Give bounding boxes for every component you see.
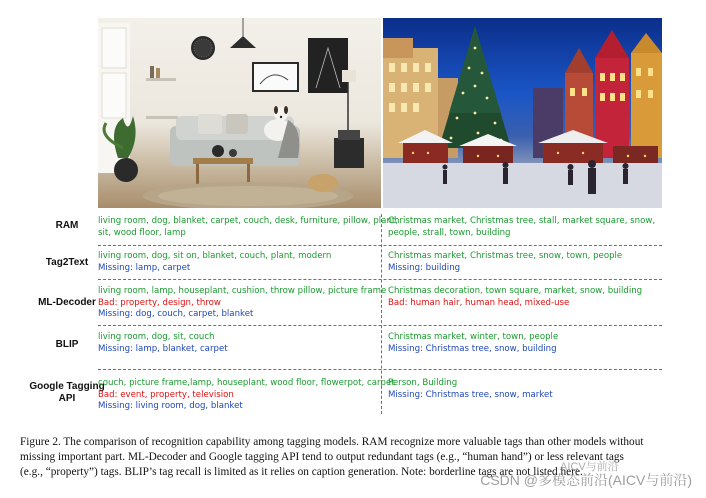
tag-line: Person, Building xyxy=(388,378,458,388)
right-tags xyxy=(388,251,663,274)
missing-line: Missing: lamp, blanket, carpet xyxy=(98,343,228,354)
tag-line: sit, wood floor, lamp xyxy=(98,227,186,238)
left-tags xyxy=(98,332,380,355)
tag-line: Christmas market, Christmas tree, snow, town, people xyxy=(388,251,623,261)
bad-line: Bad: property, design, throw xyxy=(98,297,221,308)
tag-line: Christmas market, Christmas tree, stall, market square, snow, xyxy=(388,216,656,226)
missing-line: Missing: dog, couch, carpet, blanket xyxy=(98,309,254,320)
tag-line: Christmas decoration, town square, market, snow, building xyxy=(388,286,643,296)
caption-line: missing important part. ML-Decoder and Google tagging API tend to output redundant tags (e.g., “human hand”) or less relevant tags xyxy=(20,451,624,463)
christmas-market-illustration xyxy=(383,18,662,208)
tag-line: living room, lamp, houseplant, cushion, throw pillow, picture frame xyxy=(98,286,387,296)
caption-line: (e.g., “property”) tags. BLIP’s tag recall is limited as it relies on caption generation. Note: borderline tags are not listed here. xyxy=(20,466,583,478)
left-tags xyxy=(98,216,399,239)
left-tags xyxy=(98,378,395,413)
missing-line: Missing: living room, dog, blanket xyxy=(98,401,243,412)
right-tags xyxy=(388,332,663,355)
right-tags xyxy=(388,216,663,239)
christmas-market-photo xyxy=(383,18,662,208)
csdn-watermark: CSDN @多模态前沿(AICV与前沿) xyxy=(480,472,692,488)
tag-line: couch, picture frame,lamp, houseplant, wood floor, flowerpot, carpet xyxy=(98,378,395,388)
caption-line: Figure 2. The comparison of recognition capability among tagging models. RAM recognize more valuable tags than other models without xyxy=(20,436,644,448)
tag-line: living room, dog, blanket, carpet, couch, desk, furniture, pillow, plant, xyxy=(98,216,399,226)
right-tags xyxy=(388,378,663,401)
row-label: Google Tagging API xyxy=(29,381,105,404)
tag-line: living room, dog, sit on, blanket, couch, plant, modern xyxy=(98,251,332,261)
right-tags xyxy=(388,286,663,309)
row-label: ML-Decoder xyxy=(38,297,96,308)
missing-line: Missing: Christmas tree, snow, market xyxy=(388,389,553,400)
left-tags xyxy=(98,286,387,321)
missing-line: Missing: lamp, carpet xyxy=(98,262,191,273)
bad-line: Bad: event, property, television xyxy=(98,389,234,400)
row-label: Tag2Text xyxy=(45,257,89,268)
row-divider xyxy=(98,245,662,246)
tag-line: living room, dog, sit, couch xyxy=(98,332,215,342)
tag-line: Christmas market, winter, town, people xyxy=(388,332,559,342)
watermark-logo: AICV与前沿 xyxy=(560,461,619,473)
bad-line: Bad: human hair, human head, mixed-use xyxy=(388,297,570,308)
living-room-illustration xyxy=(98,18,381,208)
tag-line: people, strall, town, building xyxy=(388,227,511,238)
left-tags xyxy=(98,251,380,274)
row-divider xyxy=(98,279,662,280)
missing-line: Missing: building xyxy=(388,262,461,273)
row-divider xyxy=(98,325,662,326)
row-label: BLIP xyxy=(55,339,79,350)
living-room-photo xyxy=(98,18,381,208)
row-divider xyxy=(98,369,662,370)
missing-line: Missing: Christmas tree, snow, building xyxy=(388,343,557,354)
row-label: RAM xyxy=(55,220,79,231)
